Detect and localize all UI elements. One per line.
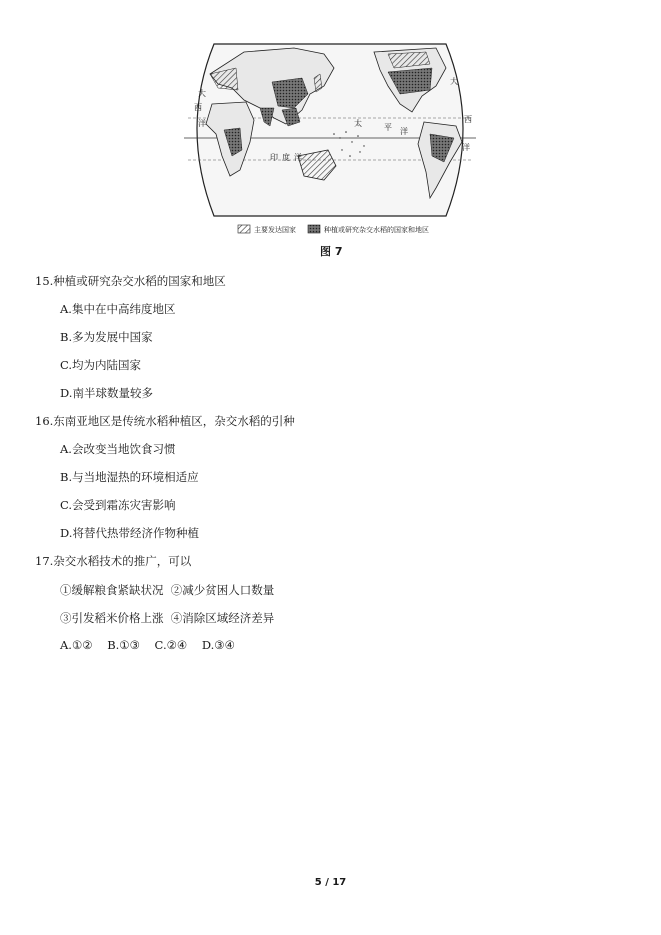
question-statement: ①缓解粮食紧缺状况 ②减少贫困人口数量 xyxy=(60,583,275,597)
world-map-figure xyxy=(174,38,486,238)
page-number: 5 / 17 xyxy=(314,877,347,888)
ocean-label: 洋 xyxy=(400,127,408,136)
question-option: C.会受到霜冻灾害影响 xyxy=(60,498,176,512)
question-stem: 15.种植或研究杂交水稻的国家和地区 xyxy=(35,274,226,288)
legend-label-developed: 主要发达国家 xyxy=(254,226,296,234)
question-option: D.南半球数量较多 xyxy=(60,386,153,400)
ocean-label: 度 xyxy=(282,153,290,162)
ocean-label: 洋 xyxy=(198,119,206,128)
ocean-label: 印 xyxy=(270,153,278,162)
question-statement: ③引发稻米价格上涨 ④消除区域经济差异 xyxy=(60,611,275,625)
legend-label-rice: 种植或研究杂交水稻的国家和地区 xyxy=(324,226,429,234)
ocean-label: 大 xyxy=(198,89,206,98)
ocean-label: 西 xyxy=(194,103,202,112)
question-stem: 17.杂交水稻技术的推广，可以 xyxy=(35,554,192,568)
ocean-label: 太 xyxy=(354,119,362,128)
question-option: A.①② B.①③ C.②④ D.③④ xyxy=(60,638,235,652)
map-legend xyxy=(238,225,429,234)
legend-swatch-developed xyxy=(238,225,250,233)
ocean-label: 洋 xyxy=(462,143,470,152)
ocean-label: 洋 xyxy=(294,153,302,162)
question-option: D.将替代热带经济作物种植 xyxy=(60,526,199,540)
question-option: C.均为内陆国家 xyxy=(60,358,142,372)
ocean-label: 平 xyxy=(384,123,392,132)
question-stem: 16.东南亚地区是传统水稻种植区，杂交水稻的引种 xyxy=(35,414,295,428)
ocean-label: 大 xyxy=(450,77,458,86)
question-option: A.集中在中高纬度地区 xyxy=(60,302,176,316)
figure-caption: 图 7 xyxy=(320,245,343,258)
question-option: B.多为发展中国家 xyxy=(60,330,153,344)
ocean-label: 西 xyxy=(464,115,472,124)
question-option: A.会改变当地饮食习惯 xyxy=(60,442,176,456)
legend-swatch-rice xyxy=(308,225,320,233)
question-option: B.与当地湿热的环境相适应 xyxy=(60,470,199,484)
